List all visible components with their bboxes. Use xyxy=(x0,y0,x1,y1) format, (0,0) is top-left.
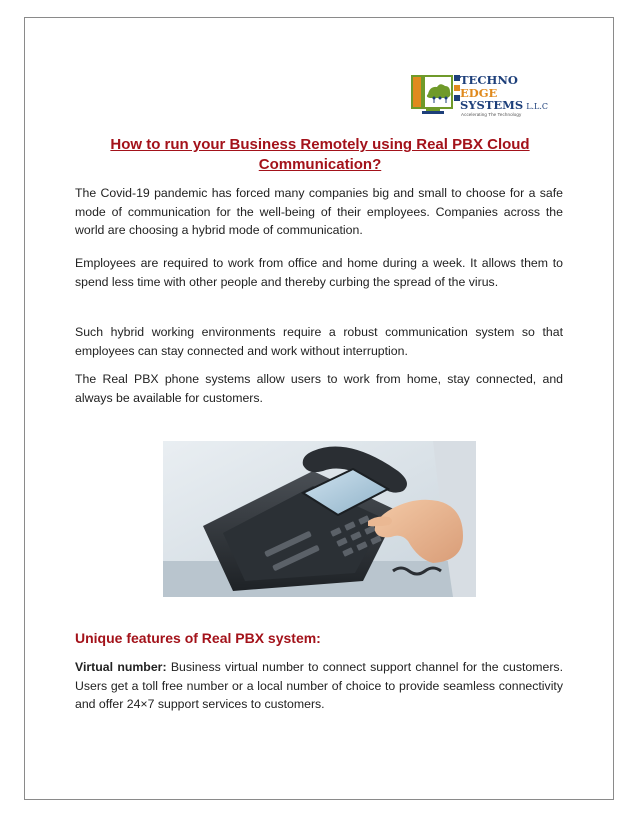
desk-phone-photo xyxy=(163,441,476,597)
document-title: How to run your Business Remotely using Real PBX Cloud Communication? xyxy=(110,136,530,173)
paragraph-employees: Employees are required to work from office and home during a week. It allows them to spend less time with other people and thereby curbing the spread of the virus. xyxy=(75,256,563,289)
company-logo xyxy=(410,72,570,122)
logo-line-edge: EDGE xyxy=(460,85,498,100)
paragraph-hybrid: Such hybrid working environments require a robust communication system so that employees can stay connected and work without interruption. xyxy=(75,325,563,358)
paragraph-covid: The Covid-19 pandemic has forced many companies big and small to choose for a safe mode of communication for the well-being of their employees. Companies across the world are choosing a hybrid mode of communication. xyxy=(75,186,563,237)
feature-text: Business virtual number to connect support channel for the customers. Users get a toll free number or a local number of choice to provide seamless connectivity and offer 24×7 support services to customers. xyxy=(75,660,563,711)
feature-virtual-number xyxy=(75,658,563,714)
paragraph-real-pbx: The Real PBX phone systems allow users to work from home, stay connected, and always be available for customers. xyxy=(75,372,563,405)
logo-llc: L.L.C xyxy=(526,102,549,111)
logo-tagline: Accelerating The Technology xyxy=(461,112,522,117)
features-heading: Unique features of Real PBX system: xyxy=(75,630,321,646)
desk-phone-icon xyxy=(163,441,476,597)
logo-emblem-icon xyxy=(410,72,462,118)
logo-line-techno: TECHNO xyxy=(460,73,518,87)
logo-line-systems: SYSTEMS xyxy=(460,98,524,112)
feature-label: Virtual number: xyxy=(75,660,167,674)
